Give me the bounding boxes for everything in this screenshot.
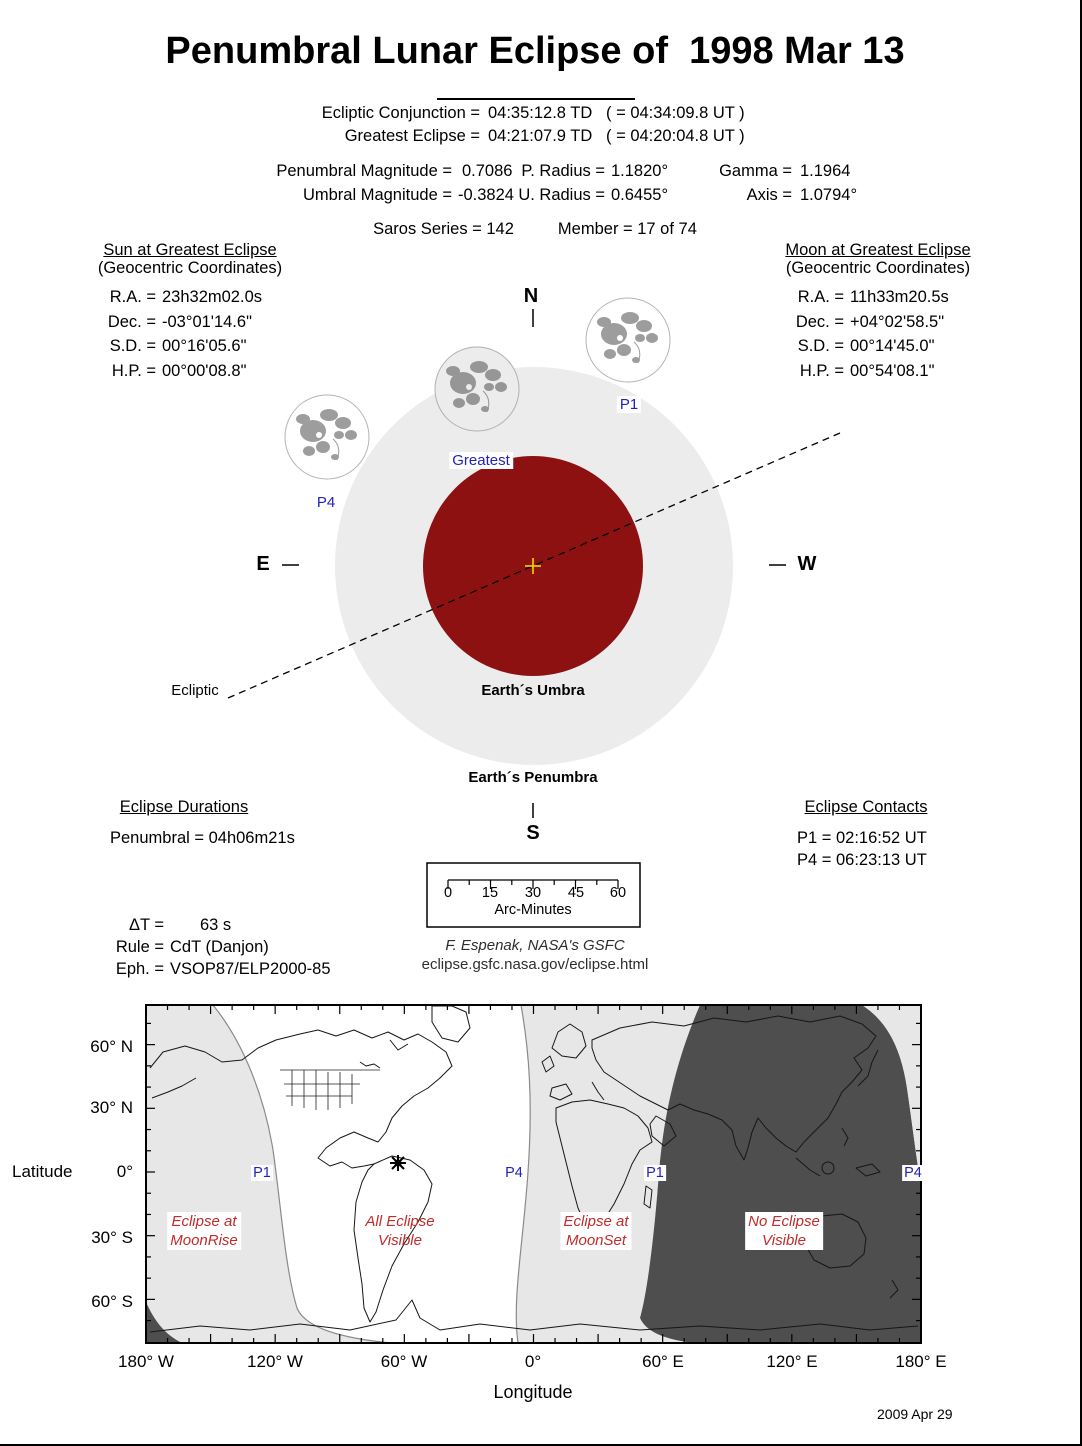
sun-block-subheading: (Geocentric Coordinates) [97,259,283,277]
map-marker-p4-east: P4 [904,1165,922,1181]
map-marker-p4-west: P4 [505,1165,523,1181]
moon-block-heading: Moon at Greatest Eclipse [785,241,971,259]
map-ylabel: Latitude [12,1162,73,1181]
moon-ra-label: R.A. = [797,288,844,306]
zone-no-eclipse [640,1005,921,1343]
durations-heading: Eclipse Durations [119,798,249,816]
sun-sd-label: S.D. = [109,337,156,356]
penumbral-magnitude-value: 0.7086 [462,162,513,180]
greatest-position-label: Greatest [449,452,513,469]
sun-ra-value: 23h32m02.0s [162,288,262,306]
contacts-heading: Eclipse Contacts [804,798,928,816]
moon-hp-value: 00°54'08.1" [850,361,935,380]
scale-tick-30: 30 [524,885,542,901]
map-marker-p1-west: P1 [253,1165,271,1181]
lat-tick-60n: 60° N [90,1037,133,1056]
conjunction-label: Ecliptic Conjunction = [321,104,480,122]
sun-sd-value: 00°16'05.6" [162,337,247,356]
zenith-point-star [390,1155,406,1171]
zone-label-line: Eclipse at [171,1213,237,1230]
lon-tick-120w: 120° W [247,1352,303,1371]
axis-label: Axis = [746,186,792,204]
moon-dec-value: +04°02'58.5" [850,312,945,331]
zone-label-line: All Eclipse [365,1213,435,1230]
moon-p1 [586,298,670,382]
lat-tick-30s: 30° S [91,1228,133,1247]
zone-label-line: MoonRise [170,1232,238,1249]
zone-label-line: Eclipse at [563,1213,629,1230]
revision-date: 2009 Apr 29 [877,1406,953,1422]
lon-tick-120e: 120° E [766,1352,818,1371]
saros-series: Saros Series = 142 [373,220,514,238]
moon-sd-label: S.D. = [797,337,844,356]
penumbra-label: Earth´s Penumbra [468,769,598,786]
saros-line [0,220,1070,239]
sun-dec-value: -03°01'14.6" [162,312,252,331]
lat-tick-0: 0° [116,1162,133,1181]
umbral-magnitude-value: -0.3824 [458,186,514,204]
map-marker-p1-east: P1 [646,1165,664,1181]
conjunction-value: 04:35:12.8 TD ( = 04:34:09.8 UT ) [488,104,745,122]
shadow-diagram [228,298,840,818]
sun-hp-value: 00°00'08.8" [162,361,247,380]
lon-tick-180w: 180° W [118,1352,174,1371]
moon-coordinates [780,288,949,386]
author-credit: F. Espenak, NASA's GSFC [445,937,625,954]
umbral-magnitude-label: Umbral Magnitude = [302,186,452,204]
gamma-label: Gamma = [719,162,792,180]
lon-tick-180e: 180° E [895,1352,947,1371]
sun-hp-label: H.P. = [111,361,156,380]
scale-tick-45: 45 [567,885,585,901]
ephemeris-value: VSOP87/ELP2000-85 [170,960,331,978]
zone-label-no-eclipse [745,1212,823,1250]
zone-label-line: MoonSet [565,1232,627,1249]
axis-value: 1.0794° [800,186,858,204]
zone-label-line: Visible [762,1232,806,1249]
contact-p4: P4 = 06:23:13 UT [797,851,927,869]
credit-url[interactable]: eclipse.gsfc.nasa.gov/eclipse.html [421,956,649,973]
zone-label-all-visible [362,1212,437,1250]
sun-coordinates [92,288,262,386]
moon-hp-label: H.P. = [799,361,844,380]
zone-label-line: No Eclipse [748,1213,820,1230]
delta-t-label: ΔT = [128,916,164,934]
rule-label: Rule = [115,938,164,956]
moon-ra-value: 11h33m20.5s [850,288,949,306]
scale-tick-0: 0 [443,885,453,901]
sun-block-heading: Sun at Greatest Eclipse [103,241,277,259]
compass-south: S [526,822,540,844]
penumbral-magnitude-label: Penumbral Magnitude = [276,162,452,180]
u-radius-label: U. Radius = [518,186,605,204]
contact-p1: P1 = 02:16:52 UT [797,829,927,847]
sun-ra-label: R.A. = [109,288,156,306]
lat-tick-30n: 30° N [90,1098,133,1117]
p-radius-value: 1.1820° [611,162,669,180]
compass-east: E [256,553,270,575]
greatest-eclipse-value: 04:21:07.9 TD ( = 04:20:04.8 UT ) [488,127,745,145]
p-radius-label: P. Radius = [521,162,605,180]
scale-tick-60: 60 [609,885,627,901]
scale-unit-label: Arc-Minutes [494,902,572,918]
moon-greatest [435,347,519,431]
compass-west: W [797,553,817,575]
p1-position-label: P1 [617,396,641,413]
lon-tick-0: 0° [524,1352,542,1371]
compass-north: N [523,285,539,307]
ecliptic-label: Ecliptic [171,682,219,699]
moon-block-subheading: (Geocentric Coordinates) [785,259,971,277]
moon-dec-label: Dec. = [795,312,844,331]
moon-p4 [285,395,369,479]
sun-dec-label: Dec. = [107,312,156,331]
zone-label-moonrise [167,1212,241,1250]
zone-label-moonset [560,1212,631,1250]
p4-position-label: P4 [314,494,338,511]
gamma-value: 1.1964 [800,162,851,180]
zone-label-line: Visible [378,1232,422,1249]
lon-tick-60e: 60° E [642,1352,684,1371]
title-rule [437,98,635,100]
moon-sd-value: 00°14'45.0" [850,337,935,356]
saros-member: Member = 17 of 74 [557,220,697,238]
umbra-label: Earth´s Umbra [481,682,585,699]
rule-value: CdT (Danjon) [170,938,269,956]
lat-tick-60s: 60° S [91,1292,133,1311]
penumbral-duration: Penumbral = 04h06m21s [110,829,295,847]
lon-tick-60w: 60° W [380,1352,428,1371]
map-xlabel: Longitude [493,1382,573,1402]
ephemeris-label: Eph. = [115,960,164,978]
scale-tick-15: 15 [481,885,499,901]
u-radius-value: 0.6455° [611,186,669,204]
page-title: Penumbral Lunar Eclipse of 1998 Mar 13 [165,30,905,72]
delta-t-value: 63 s [200,916,232,934]
greatest-eclipse-label: Greatest Eclipse = [344,127,480,145]
